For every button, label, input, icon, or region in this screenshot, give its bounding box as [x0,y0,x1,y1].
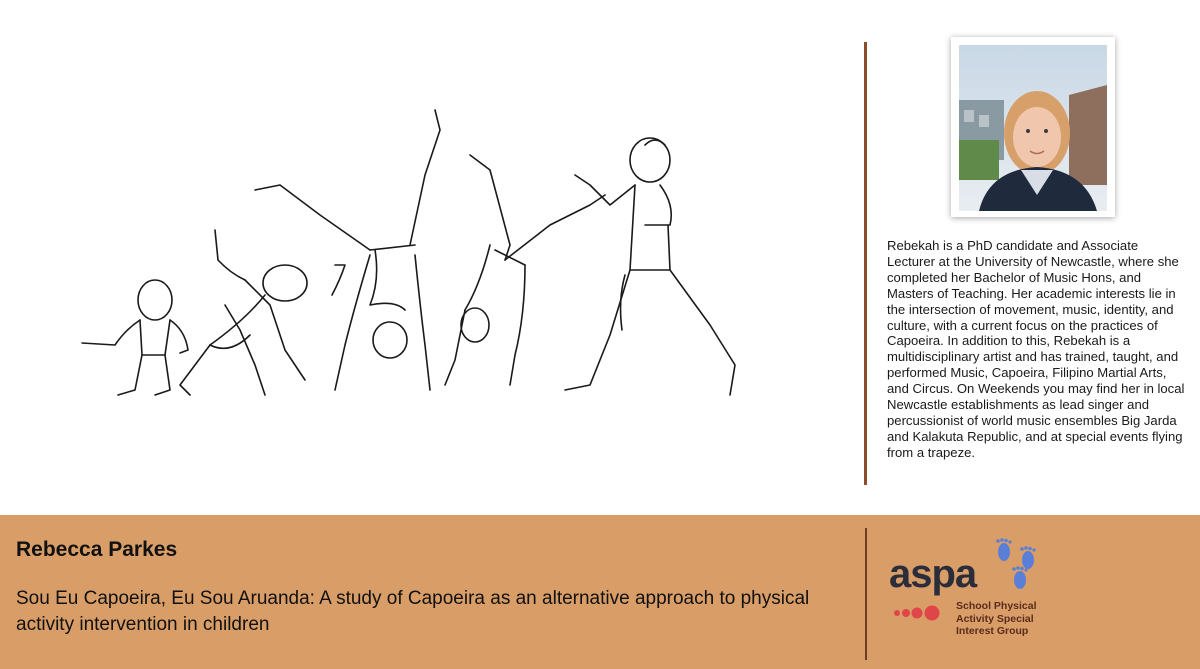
logo-dots-icon [893,603,953,623]
figure-toddler [82,280,188,395]
aspa-logo-wordmark: aspa [889,552,977,596]
footprints-icon [990,538,1045,594]
figure-cartwheel-1 [255,110,440,390]
figure-cartwheel-2 [445,155,605,385]
figure-adult [565,138,735,395]
speaker-bio: Rebekah is a PhD candidate and Associate Lecturer at the University of Newcastle, where she completed her Bachelor of Music Hons, and Masters of Teaching. Her academic interests lie in the intersection of movement, music, identity, and culture, with a current focus on the practices of Capoeira. In addition to this, Rebekah is a multidisciplinary artist and has trained, taught, and performed Music, Capoeira, Filipino Martial Arts, and Circus. On Weekends you may find her in local Newcastle establishments as lead singer and percussionist of world music ensembles Big Jarda and Kalakuta Republic, and at special events flying from a trapeze. [887,238,1185,460]
portrait-image [959,45,1107,211]
logo-subtitle-line: Interest Group [956,625,1029,637]
logo-subtitle-line: Activity Special [956,612,1034,625]
vertical-divider-bottom [865,528,867,660]
presentation-title: Sou Eu Capoeira, Eu Sou Aruanda: A study of Capoeira as an alternative approach to physical activity intervention in children [16,588,810,635]
capoeira-illustration [70,95,770,415]
vertical-divider-top [864,42,867,485]
logo-subtitle-line: School Physical [956,600,1037,612]
author-name: Rebecca Parkes [16,538,178,561]
aspa-logo-subtitle [956,600,1037,638]
figure-bending-child [180,230,307,395]
speaker-photo [951,37,1115,217]
